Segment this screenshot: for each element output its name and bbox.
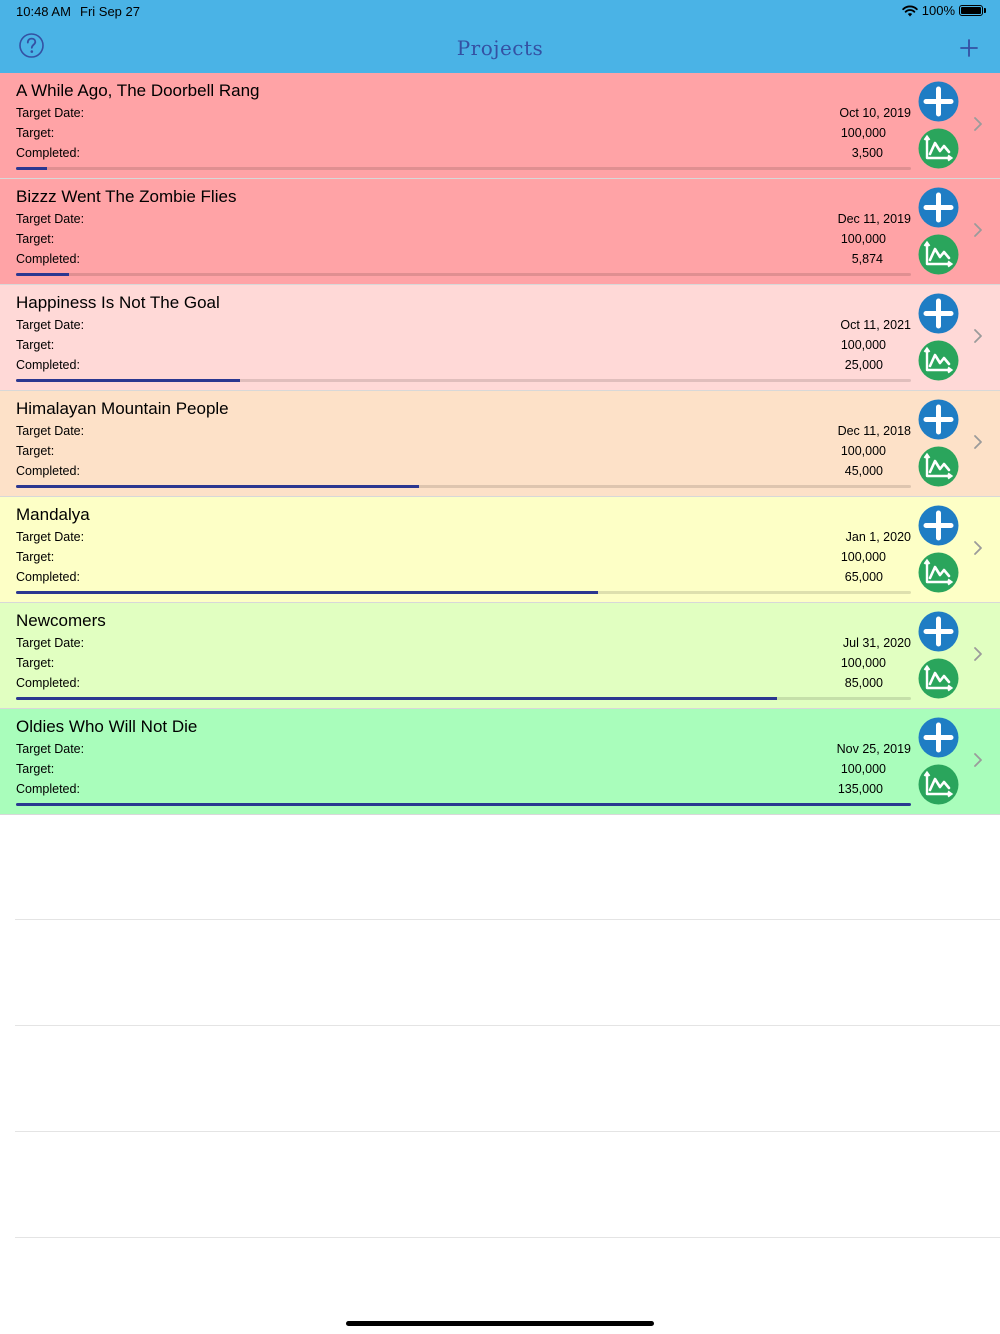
table-separator [15, 1025, 1000, 1026]
chevron-right-icon [972, 116, 984, 132]
target-label: Target: [16, 338, 55, 352]
navigation-bar [0, 0, 1000, 73]
completed-label: Completed: [16, 358, 80, 372]
progress-fill [16, 697, 777, 700]
target-date-value: Nov 25, 2019 [836, 742, 911, 756]
page-title: Projects [456, 36, 544, 60]
completed-value: 65,000 [844, 570, 883, 584]
target-label: Target: [16, 656, 55, 670]
battery-icon [959, 5, 986, 16]
progress-fill [16, 803, 911, 806]
table-separator [15, 1237, 1000, 1238]
completed-label: Completed: [16, 464, 80, 478]
target-label: Target: [16, 444, 55, 458]
progress-fill [16, 167, 47, 170]
project-title: Happiness Is Not The Goal [16, 293, 220, 312]
progress-fill [16, 273, 69, 276]
project-row[interactable] [0, 73, 1000, 179]
target-value: 100,000 [840, 338, 886, 352]
target-value: 100,000 [840, 232, 886, 246]
add-entry-icon[interactable] [918, 717, 959, 758]
completed-value: 45,000 [844, 464, 883, 478]
target-value: 100,000 [840, 656, 886, 670]
target-date-value: Oct 11, 2021 [840, 318, 911, 332]
plus-icon[interactable] [959, 38, 979, 58]
completed-label: Completed: [16, 676, 80, 690]
target-date-label: Target Date: [16, 742, 85, 756]
battery-percent: 100% [921, 3, 955, 18]
target-label: Target: [16, 126, 55, 140]
target-date-value: Dec 11, 2019 [837, 212, 911, 226]
home-indicator [346, 1321, 654, 1326]
target-value: 100,000 [840, 126, 886, 140]
project-row[interactable] [0, 179, 1000, 285]
target-date-value: Dec 11, 2018 [837, 424, 911, 438]
project-list [0, 73, 1000, 815]
chart-icon[interactable] [918, 552, 959, 593]
chevron-right-icon [972, 328, 984, 344]
target-value: 100,000 [840, 762, 886, 776]
project-title: Mandalya [16, 505, 90, 524]
progress-bar [16, 273, 911, 276]
add-entry-icon[interactable] [918, 293, 959, 334]
add-entry-icon[interactable] [918, 187, 959, 228]
target-date-value: Jul 31, 2020 [842, 636, 911, 650]
completed-value: 5,874 [851, 252, 883, 266]
completed-value: 3,500 [851, 146, 883, 160]
wifi-icon [902, 5, 918, 17]
completed-value: 25,000 [844, 358, 883, 372]
project-row[interactable] [0, 391, 1000, 497]
table-separator [15, 919, 1000, 920]
add-entry-icon[interactable] [918, 611, 959, 652]
chevron-right-icon [972, 434, 984, 450]
chevron-right-icon [972, 222, 984, 238]
completed-label: Completed: [16, 252, 80, 266]
completed-label: Completed: [16, 570, 80, 584]
progress-fill [16, 379, 240, 382]
project-row[interactable] [0, 603, 1000, 709]
project-title: A While Ago, The Doorbell Rang [16, 81, 260, 100]
target-date-label: Target Date: [16, 212, 85, 226]
add-entry-icon[interactable] [918, 399, 959, 440]
progress-fill [16, 485, 419, 488]
completed-value: 85,000 [844, 676, 883, 690]
progress-fill [16, 591, 598, 594]
status-date: Fri Sep 27 [80, 4, 140, 19]
project-row[interactable] [0, 285, 1000, 391]
target-date-label: Target Date: [16, 530, 85, 544]
chevron-right-icon [972, 752, 984, 768]
target-label: Target: [16, 762, 55, 776]
target-label: Target: [16, 550, 55, 564]
completed-label: Completed: [16, 782, 80, 796]
project-row[interactable] [0, 497, 1000, 603]
progress-bar [16, 485, 911, 488]
chevron-right-icon [972, 540, 984, 556]
chart-icon[interactable] [918, 128, 959, 169]
project-title: Newcomers [16, 611, 106, 630]
completed-value: 135,000 [837, 782, 883, 796]
project-title: Oldies Who Will Not Die [16, 717, 198, 736]
progress-bar [16, 591, 911, 594]
status-time: 10:48 AM [16, 4, 71, 19]
target-date-label: Target Date: [16, 318, 85, 332]
progress-bar [16, 167, 911, 170]
chart-icon[interactable] [918, 658, 959, 699]
target-date-label: Target Date: [16, 424, 85, 438]
target-label: Target: [16, 232, 55, 246]
table-separator [15, 1131, 1000, 1132]
add-entry-icon[interactable] [918, 81, 959, 122]
project-title: Himalayan Mountain People [16, 399, 229, 418]
chevron-right-icon [972, 646, 984, 662]
target-date-value: Oct 10, 2019 [839, 106, 911, 120]
chart-icon[interactable] [918, 446, 959, 487]
project-title: Bizzz Went The Zombie Flies [16, 187, 237, 206]
progress-bar [16, 803, 911, 806]
target-date-label: Target Date: [16, 106, 85, 120]
chart-icon[interactable] [918, 234, 959, 275]
chart-icon[interactable] [918, 764, 959, 805]
completed-label: Completed: [16, 146, 80, 160]
target-value: 100,000 [840, 550, 886, 564]
add-entry-icon[interactable] [918, 505, 959, 546]
chart-icon[interactable] [918, 340, 959, 381]
status-indicators [902, 3, 986, 18]
target-value: 100,000 [840, 444, 886, 458]
progress-bar [16, 697, 911, 700]
project-row[interactable] [0, 709, 1000, 815]
target-date-label: Target Date: [16, 636, 85, 650]
target-date-value: Jan 1, 2020 [845, 530, 911, 544]
progress-bar [16, 379, 911, 382]
